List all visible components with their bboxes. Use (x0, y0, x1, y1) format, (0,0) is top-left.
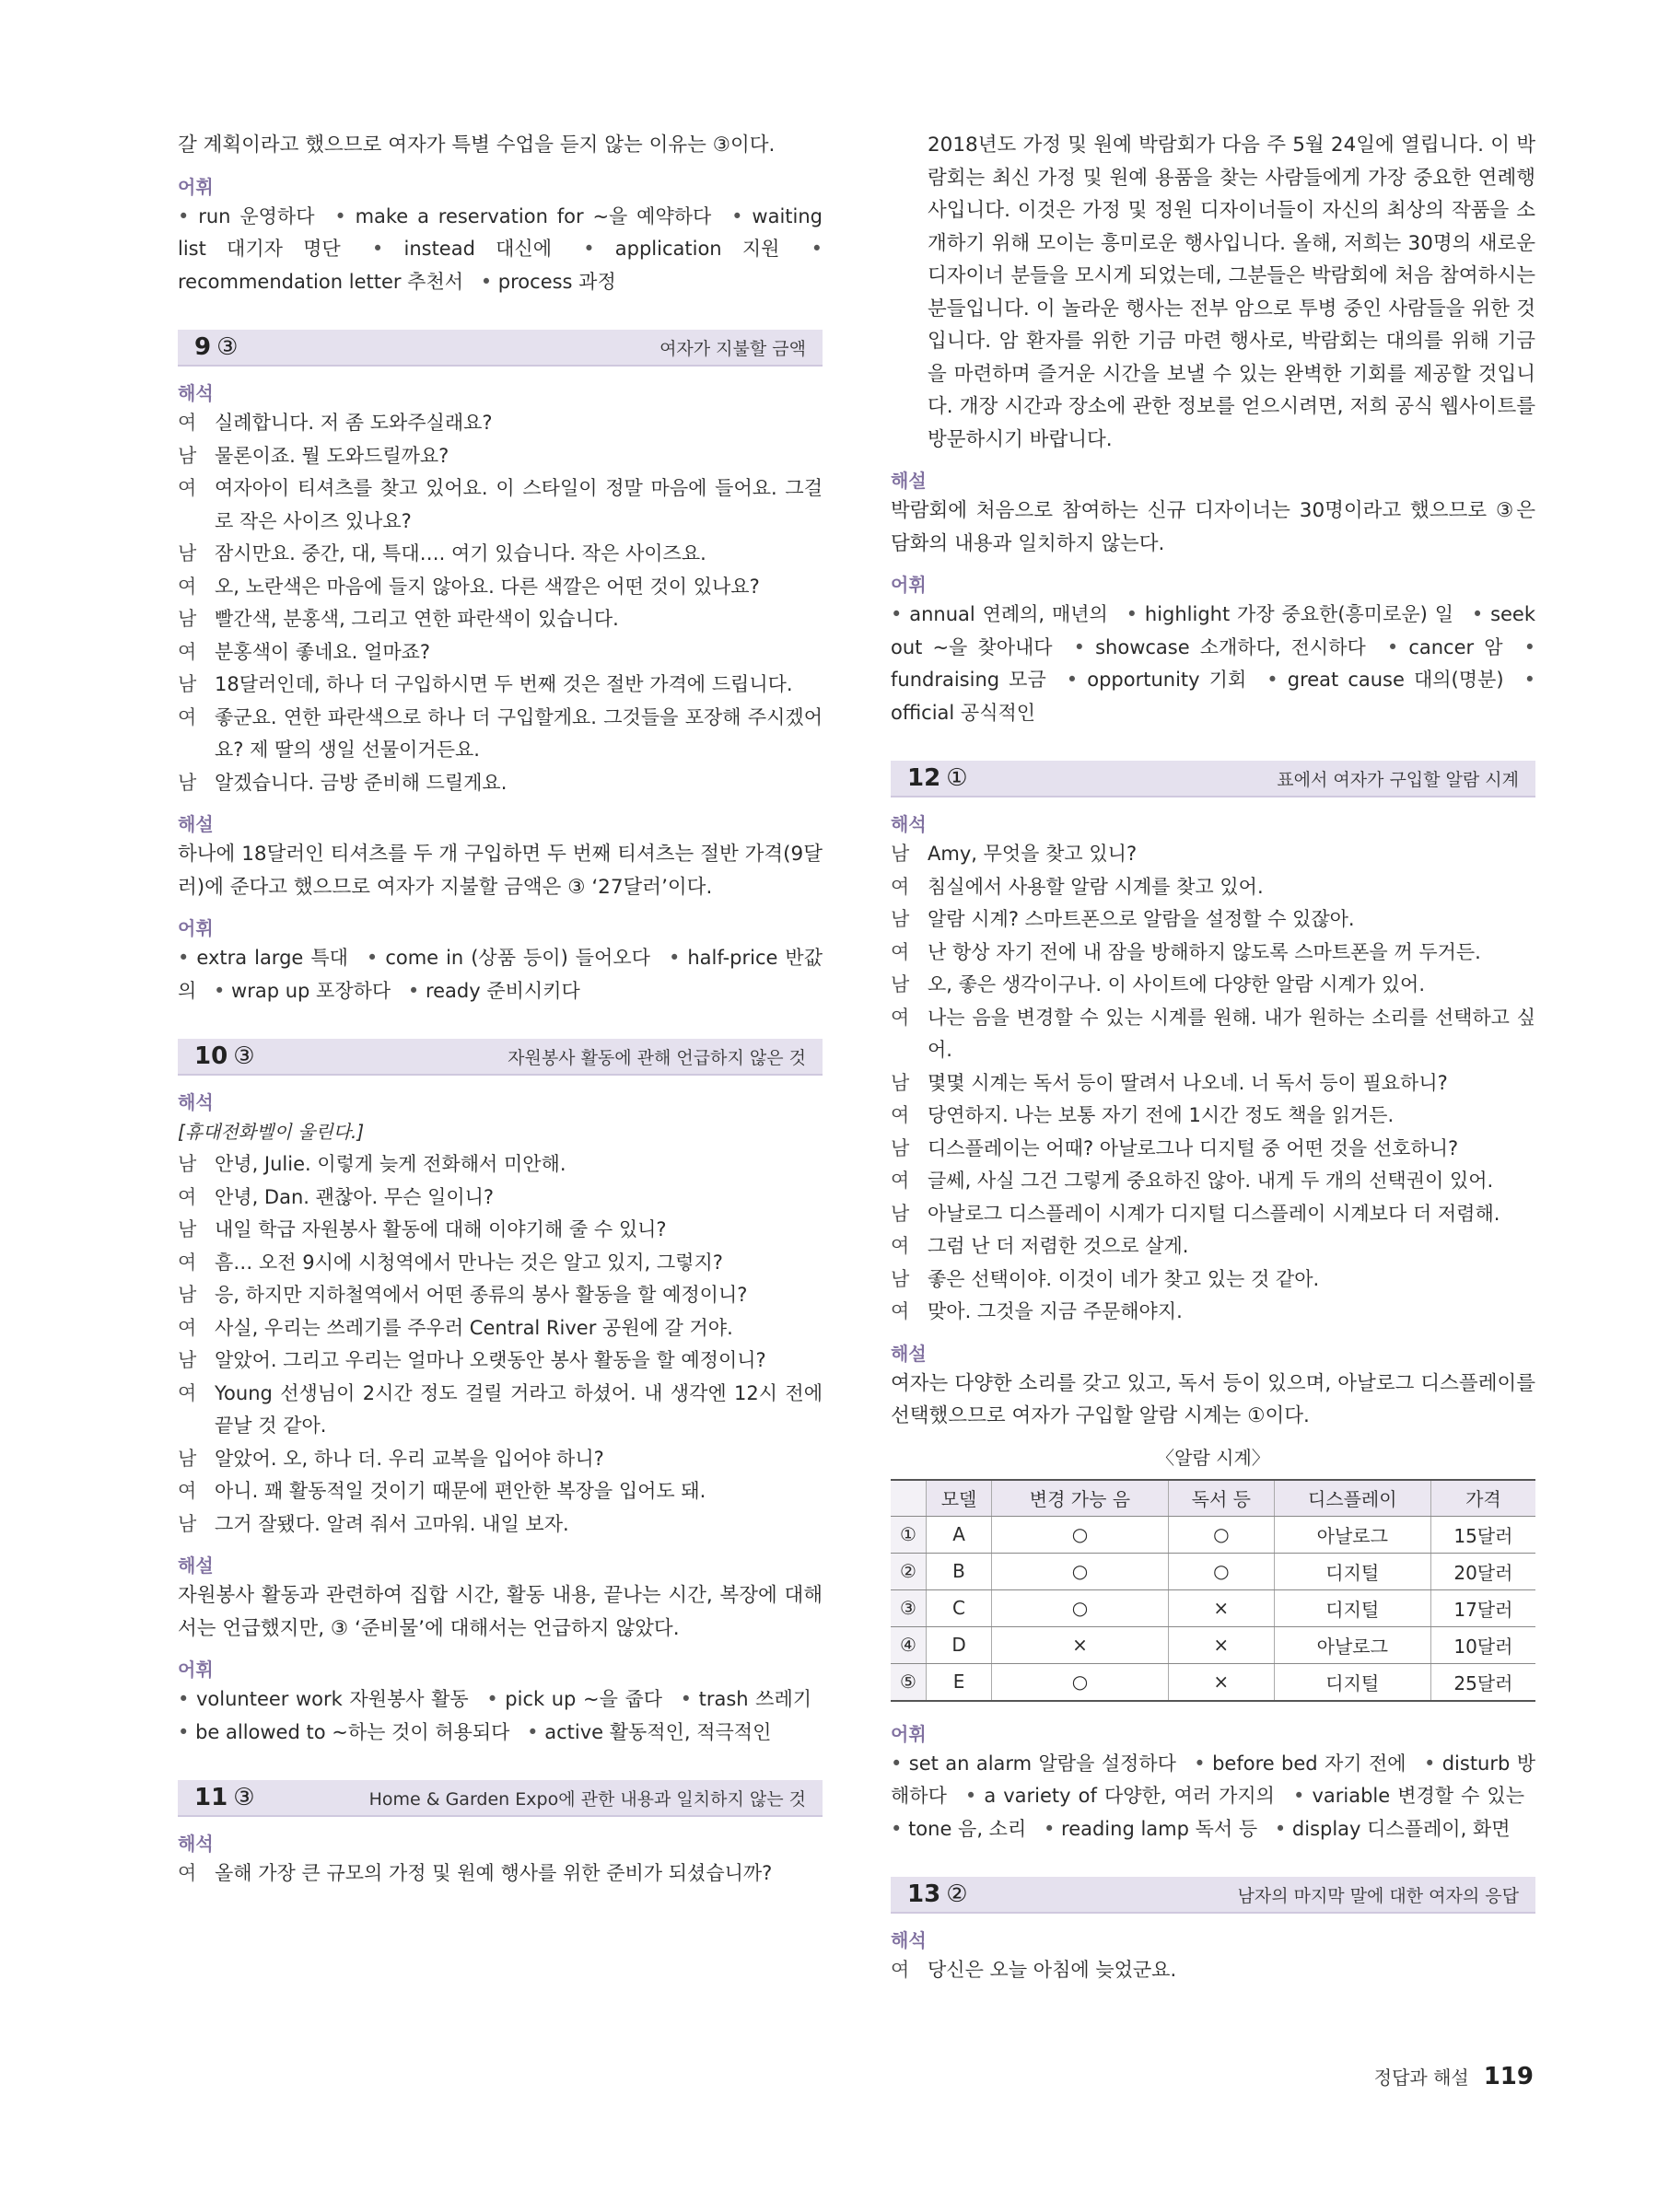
dialogue-line (891, 1296, 1535, 1329)
table-cell: 디지털 (1274, 1589, 1430, 1626)
dialogue-line (178, 1857, 823, 1891)
speaker: 여 (891, 1170, 910, 1192)
table-cell: 25달러 (1430, 1663, 1535, 1701)
table-row (891, 1553, 1535, 1589)
line-text: 사실, 우리는 쓰레기를 주우러 Central River 공원에 갈 거야. (215, 1316, 733, 1339)
speaker: 여 (891, 875, 910, 898)
monologue-text: 2018년도 가정 및 원예 박람회가 다음 주 5월 24일에 열립니다. 이 박람회는 최신 가정 및 원예 용품을 찾는 사람들에게 가장 중요한 연례행사입니다. 이것은 가정 및 정원 디자이너들이 자신의 최상의 작품을 소개하기 위해 모이는 흥미로운 행사입니다. 올해, 저희는 30명의 새로운 디자이너 분들을 모시게 되었는데, 그분들은 박람회에 처음 참여하시는 분들입니다. 이 놀라운 행사는 전부 암으로 투병 중인 사람들을 위한 것입니다. 암 환자를 위한 기금 마련 행사로, 박람회는 대의를 위해 기금을 마련하며 즐거운 시간을 보낼 수 있는 완벽한 기회를 제공할 것입니다. 개장 시간과 장소에 관한 정보를 얻으시려면, 저희 공식 웹사이트를 방문하시기 바랍니다. (928, 134, 1535, 451)
speaker: 여 (178, 1862, 197, 1884)
question-header-13 (891, 1877, 1535, 1914)
line-text: Amy, 무엇을 찾고 있니? (928, 843, 1138, 865)
table-cell: ○ (1168, 1553, 1274, 1589)
dialogue-line (178, 472, 823, 538)
dialogue-line (178, 1214, 823, 1247)
vocab-list (178, 1683, 823, 1749)
line-text: 맞아. 그것을 지금 주문해야지. (928, 1300, 1183, 1322)
vocab-item: • showcase 소개하다, 전시하다 (1074, 636, 1366, 658)
speaker: 여 (891, 1006, 910, 1029)
dialogue-line (178, 702, 823, 767)
line-text: 아니. 꽤 활동적일 것이기 때문에 편안한 복장을 입어도 돼. (215, 1480, 706, 1502)
translation-label: 해석 (178, 1091, 214, 1113)
dialogue-line (178, 1443, 823, 1476)
line-text: 난 항상 자기 전에 내 잠을 방해하지 않도록 스마트폰을 꺼 두거든. (928, 940, 1481, 963)
line-text: 나는 음을 변경할 수 있는 시계를 원해. 내가 원하는 소리를 선택하고 싶어. (928, 1006, 1535, 1061)
alarm-clock-table (891, 1479, 1535, 1702)
explanation-text: 자원봉사 활동과 관련하여 집합 시간, 활동 내용, 끝나는 시간, 복장에 대해서는 언급했지만, ③ ‘준비물’에 대해서는 언급하지 않았다. (178, 1584, 823, 1640)
vocab-item: • wrap up 포장하다 (214, 980, 391, 1002)
line-text: 침실에서 사용할 알람 시계를 찾고 있어. (928, 875, 1264, 898)
dialogue-line (178, 1247, 823, 1280)
line-text: 알았어. 그리고 우리는 얼마나 오랫동안 봉사 활동을 할 예정이니? (215, 1349, 766, 1371)
explanation-label: 해설 (178, 1554, 214, 1577)
line-text: 그럼 난 더 저렴한 것으로 살게. (928, 1235, 1189, 1257)
speaker: 남 (891, 1267, 910, 1290)
question-topic: 표에서 여자가 구입할 알람 시계 (1277, 769, 1519, 790)
dialogue-line (178, 1279, 823, 1312)
vocab-item: • tone 음, 소리 (891, 1818, 1026, 1840)
dialogue-line (178, 538, 823, 571)
vocab-item: • disturb 방해하다 (891, 1752, 1535, 1808)
dialogue-line (891, 903, 1535, 937)
speaker: 남 (178, 1284, 197, 1306)
dialogue-line (891, 969, 1535, 1002)
line-text: 올해 가장 큰 규모의 가정 및 원예 행사를 위한 준비가 되셨습니까? (215, 1862, 773, 1884)
question-number: 9 ③ (194, 333, 239, 361)
explanation-label: 해설 (891, 470, 927, 492)
dialogue-line (891, 838, 1535, 871)
table-cell: × (1168, 1663, 1274, 1701)
table-cell: ○ (992, 1589, 1169, 1626)
vocab-label: 어휘 (891, 1722, 927, 1745)
line-text: 안녕, Dan. 괜찮아. 무슨 일이니? (215, 1185, 495, 1208)
dialogue-line (178, 407, 823, 440)
vocab-item: • set an alarm 알람을 설정하다 (891, 1752, 1176, 1775)
speaker: 남 (178, 1218, 197, 1240)
table-cell: ○ (992, 1516, 1169, 1553)
explanation-text: 여자는 다양한 소리를 갖고 있고, 독서 등이 있으며, 아날로그 디스플레이를 선택했으므로 여자가 구입할 알람 시계는 ①이다. (891, 1371, 1535, 1427)
line-text: 알람 시계? 스마트폰으로 알람을 설정할 수 있잖아. (928, 908, 1355, 930)
page-number: 119 (1483, 2063, 1534, 2090)
dialogue-line (178, 1345, 823, 1378)
table-cell: ④ (891, 1626, 927, 1663)
line-text: 흠… 오전 9시에 시청역에서 만나는 것은 알고 있지, 그렇지? (215, 1251, 723, 1274)
speaker: 여 (178, 412, 197, 434)
dialogue-line (178, 603, 823, 636)
speaker: 여 (178, 640, 197, 663)
vocab-label: 어휘 (178, 917, 214, 939)
vocab-item: • run 운영하다 (178, 205, 314, 227)
line-text: 물론이죠. 뭘 도와드릴까요? (215, 444, 449, 467)
dialogue (178, 407, 823, 799)
line-text: 오, 노란색은 마음에 들지 않아요. 다른 색깔은 어떤 것이 있나요? (215, 575, 760, 598)
vocab-label: 어휘 (891, 574, 927, 596)
table-cell: C (927, 1589, 992, 1626)
table-header: 독서 등 (1168, 1480, 1274, 1517)
vocab-item: • display 디스플레이, 화면 (1275, 1818, 1511, 1840)
vocab-item: • half-price 반값의 (178, 947, 823, 1002)
table-cell: × (992, 1626, 1169, 1663)
table-row (891, 1663, 1535, 1701)
vocab-item: • process 과정 (481, 271, 616, 293)
speaker: 여 (178, 705, 197, 728)
question-number: 11 ③ (194, 1784, 255, 1811)
question-topic: Home & Garden Expo에 관한 내용과 일치하지 않는 것 (368, 1788, 806, 1810)
translation-label: 해석 (891, 1929, 927, 1951)
table-cell: ⑤ (891, 1663, 927, 1701)
question-topic: 남자의 마지막 말에 대한 여자의 응답 (1237, 1885, 1519, 1906)
line-text: 안녕, Julie. 이렇게 늦게 전화해서 미안해. (215, 1153, 566, 1175)
line-text: 실례합니다. 저 좀 도와주실래요? (215, 412, 493, 434)
answer-mark: ③ (216, 333, 239, 361)
line-text: Young 선생님이 2시간 정도 걸릴 거라고 하셨어. 내 생각엔 12시 전에 끝날 것 같아. (215, 1381, 823, 1437)
line-text: 당연하지. 나는 보통 자기 전에 1시간 정도 책을 읽거든. (928, 1104, 1395, 1126)
question-header-11 (178, 1780, 823, 1817)
vocab-item: • application 지원 (583, 238, 779, 260)
table-caption: 〈알람 시계〉 (1156, 1446, 1270, 1469)
vocab-item: • make a reservation for ~을 예약하다 (334, 205, 711, 227)
speaker: 여 (891, 1959, 910, 1981)
speaker: 남 (178, 1349, 197, 1371)
table-header: 모델 (927, 1480, 992, 1517)
speaker: 남 (891, 843, 910, 865)
left-column (178, 129, 823, 1891)
speaker: 남 (178, 1447, 197, 1470)
vocab-item: • before bed 자기 전에 (1194, 1752, 1406, 1775)
speaker: 여 (178, 477, 197, 499)
vocab-item: • a variety of 다양한, 여러 가지의 (965, 1785, 1275, 1807)
dialogue-line (178, 1378, 823, 1443)
speaker: 여 (178, 575, 197, 598)
explanation-label: 해설 (891, 1342, 927, 1365)
speaker: 여 (891, 1235, 910, 1257)
table-cell: 디지털 (1274, 1663, 1430, 1701)
line-text: 내일 학급 자원봉사 활동에 대해 이야기해 줄 수 있니? (215, 1218, 667, 1240)
table-cell: 아날로그 (1274, 1516, 1430, 1553)
dialogue-line (891, 937, 1535, 970)
explanation-text: 하나에 18달러인 티셔츠를 두 개 구입하면 두 번째 티셔츠는 절반 가격(9달러)에 준다고 했으므로 여자가 지불할 금액은 ③ ‘27달러’이다. (178, 843, 823, 899)
speaker: 여 (178, 1381, 197, 1404)
dialogue-line (178, 1312, 823, 1345)
table-cell: E (927, 1663, 992, 1701)
table-cell: 디지털 (1274, 1553, 1430, 1589)
dialogue-line (891, 871, 1535, 904)
line-text: 18달러인데, 하나 더 구입하시면 두 번째 것은 절반 가격에 드립니다. (215, 673, 793, 695)
line-text: 응, 하지만 지하철역에서 어떤 종류의 봉사 활동을 할 예정이니? (215, 1284, 748, 1306)
dialogue-line (891, 1954, 1535, 1987)
vocab-list (178, 942, 823, 1007)
table-cell: 아날로그 (1274, 1626, 1430, 1663)
table-cell: A (927, 1516, 992, 1553)
speaker: 여 (178, 1185, 197, 1208)
continued-text: 갈 계획이라고 했으므로 여자가 특별 수업을 듣지 않는 이유는 ③이다. (178, 134, 776, 157)
vocab-item: • cancer 암 (1387, 636, 1503, 658)
dialogue-line (891, 1133, 1535, 1166)
answer-mark: ③ (233, 1784, 255, 1811)
line-text: 당신은 오늘 아침에 늦었군요. (928, 1959, 1177, 1981)
vocab-item: • recommendation letter 추천서 (178, 238, 823, 293)
line-text: 그거 잘됐다. 알려 줘서 고마워. 내일 보자. (215, 1512, 569, 1535)
table-header-row (891, 1480, 1535, 1517)
table-header: 변경 가능 음 (992, 1480, 1169, 1517)
dialogue-line (891, 1002, 1535, 1067)
line-text: 좋군요. 연한 파란색으로 하나 더 구입할게요. 그것들을 포장해 주시겠어요? 제 딸의 생일 선물이거든요. (215, 705, 823, 761)
answer-mark: ② (946, 1880, 968, 1908)
question-number: 10 ③ (194, 1042, 255, 1070)
line-text: 오, 좋은 생각이구나. 이 사이트에 다양한 알람 시계가 있어. (928, 973, 1426, 995)
speaker: 남 (891, 1202, 910, 1225)
dialogue-line (178, 1182, 823, 1215)
vocab-list (891, 599, 1535, 729)
line-text: 빨간색, 분홍색, 그리고 연한 파란색이 있습니다. (215, 608, 619, 630)
table-cell: B (927, 1553, 992, 1589)
table-cell: ③ (891, 1589, 927, 1626)
dialogue-line (178, 440, 823, 473)
line-text: 몇몇 시계는 독서 등이 딸려서 나오네. 너 독서 등이 필요하니? (928, 1071, 1448, 1094)
vocab-item: • reading lamp 독서 등 (1044, 1818, 1257, 1840)
dialogue-line (178, 1508, 823, 1542)
vocab-list (891, 1748, 1535, 1846)
table-cell: D (927, 1626, 992, 1663)
table-cell: ○ (992, 1663, 1169, 1701)
line-text: 여자아이 티셔츠를 찾고 있어요. 이 스타일이 정말 마음에 들어요. 그걸로 작은 사이즈 있나요? (215, 477, 823, 532)
speaker: 여 (891, 1104, 910, 1126)
speaker: 남 (178, 771, 197, 794)
dialogue-line (178, 1475, 823, 1508)
vocab-item: • pick up ~을 줍다 (486, 1688, 662, 1710)
vocab-item: • active 활동적인, 적극적인 (527, 1721, 771, 1743)
speaker: 남 (178, 673, 197, 695)
dialogue-line (891, 1067, 1535, 1100)
dialogue (178, 1148, 823, 1541)
table-header: 디스플레이 (1274, 1480, 1430, 1517)
dialogue-line (891, 1230, 1535, 1263)
table-cell: ○ (992, 1553, 1169, 1589)
vocab-item: • opportunity 기회 (1067, 669, 1246, 691)
table-row (891, 1626, 1535, 1663)
speaker: 남 (178, 608, 197, 630)
vocab-item: • official 공식적인 (891, 669, 1535, 724)
vocab-item: • seek out ~을 찾아내다 (891, 603, 1535, 658)
dialogue (891, 838, 1535, 1329)
line-text: 분홍색이 좋네요. 얼마죠? (215, 640, 431, 663)
speaker: 여 (891, 940, 910, 963)
dialogue-line (891, 1100, 1535, 1133)
question-header-10 (178, 1039, 823, 1076)
table-cell: ○ (1168, 1516, 1274, 1553)
speaker: 여 (891, 1300, 910, 1322)
table-cell: 15달러 (1430, 1516, 1535, 1553)
line-text: 알겠습니다. 금방 준비해 드릴게요. (215, 771, 508, 794)
table-cell: 20달러 (1430, 1553, 1535, 1589)
vocab-item: • fundraising 모금 (891, 636, 1535, 692)
speaker: 남 (178, 1153, 197, 1175)
line-text: 아날로그 디스플레이 시계가 디지털 디스플레이 시계보다 더 저렴해. (928, 1202, 1500, 1225)
line-text: 디스플레이는 어때? 아날로그나 디지털 중 어떤 것을 선호하니? (928, 1136, 1459, 1159)
table-header: 가격 (1430, 1480, 1535, 1517)
vocab-item: • highlight 가장 중요한(흥미로운) 일 (1126, 603, 1453, 625)
vocab-item: • annual 연례의, 매년의 (891, 603, 1108, 625)
speaker: 여 (178, 1480, 197, 1502)
question-number: 13 ② (907, 1880, 968, 1908)
vocab-item: • come in (상품 등이) 들어오다 (367, 947, 650, 969)
question-header-12 (891, 761, 1535, 797)
speaker: 남 (891, 1136, 910, 1159)
speaker: 남 (178, 1512, 197, 1535)
vocab-item: • be allowed to ~하는 것이 허용되다 (178, 1721, 509, 1743)
page-footer (1374, 2063, 1534, 2090)
dialogue-line (178, 669, 823, 702)
speaker: 여 (178, 1316, 197, 1339)
speaker: 남 (178, 542, 197, 565)
speaker: 남 (178, 444, 197, 467)
vocab-label: 어휘 (178, 1659, 214, 1681)
table-cell: 10달러 (1430, 1626, 1535, 1663)
line-text: 잠시만요. 중간, 대, 특대…. 여기 있습니다. 작은 사이즈요. (215, 542, 706, 565)
dialogue-line (178, 1148, 823, 1182)
speaker: 남 (891, 1071, 910, 1094)
line-text: 좋은 선택이야. 이것이 네가 찾고 있는 것 같아. (928, 1267, 1320, 1290)
table-cell: 17달러 (1430, 1589, 1535, 1626)
question-header-9 (178, 330, 823, 367)
table-cell: × (1168, 1589, 1274, 1626)
vocab-label: 어휘 (178, 175, 214, 198)
speaker: 여 (178, 1251, 197, 1274)
vocab-item: • instead 대신에 (372, 238, 552, 260)
line-text: 글쎄, 사실 그건 그렇게 중요하진 않아. 내게 두 개의 선택권이 있어. (928, 1170, 1494, 1192)
footer-section-title: 정답과 해설 (1373, 2066, 1469, 2089)
dialogue-line (178, 767, 823, 800)
table-cell: ① (891, 1516, 927, 1553)
question-topic: 여자가 지불할 금액 (659, 338, 806, 359)
dialogue-line (891, 1263, 1535, 1297)
speaker: 남 (891, 973, 910, 995)
line-text: 알았어. 오, 하나 더. 우리 교복을 입어야 하니? (215, 1447, 604, 1470)
translation-label: 해석 (891, 813, 927, 835)
vocab-list (178, 201, 823, 299)
vocab-item: • variable 변경할 수 있는 (1293, 1785, 1524, 1807)
dialogue-line (891, 1165, 1535, 1198)
table-cell: × (1168, 1626, 1274, 1663)
right-column (891, 129, 1535, 1987)
table-row (891, 1589, 1535, 1626)
vocab-item: • extra large 특대 (178, 947, 348, 969)
answer-mark: ③ (233, 1042, 255, 1070)
table-cell: ② (891, 1553, 927, 1589)
dialogue-line (891, 1198, 1535, 1231)
translation-label: 해석 (178, 382, 214, 404)
vocab-item: • waiting list 대기자 명단 (178, 205, 823, 261)
vocab-item: • trash 쓰레기 (681, 1688, 811, 1710)
question-topic: 자원봉사 활동에 관해 언급하지 않은 것 (508, 1047, 806, 1068)
question-number: 12 ① (907, 764, 968, 792)
table-row (891, 1516, 1535, 1553)
vocab-item: • great cause 대의(명분) (1266, 669, 1503, 691)
explanation-label: 해설 (178, 813, 214, 835)
stage-direction: [휴대전화벨이 울린다.] (178, 1121, 365, 1143)
table-header (891, 1480, 927, 1517)
translation-label: 해석 (178, 1833, 214, 1855)
speaker: 남 (891, 908, 910, 930)
dialogue-line (178, 636, 823, 669)
dialogue-line (178, 571, 823, 604)
vocab-item: • volunteer work 자원봉사 활동 (178, 1688, 469, 1710)
vocab-item: • ready 준비시키다 (408, 980, 580, 1002)
answer-mark: ① (946, 764, 968, 792)
explanation-text: 박람회에 처음으로 참여하는 신규 디자이너는 30명이라고 했으므로 ③은 담화의 내용과 일치하지 않는다. (891, 499, 1535, 555)
